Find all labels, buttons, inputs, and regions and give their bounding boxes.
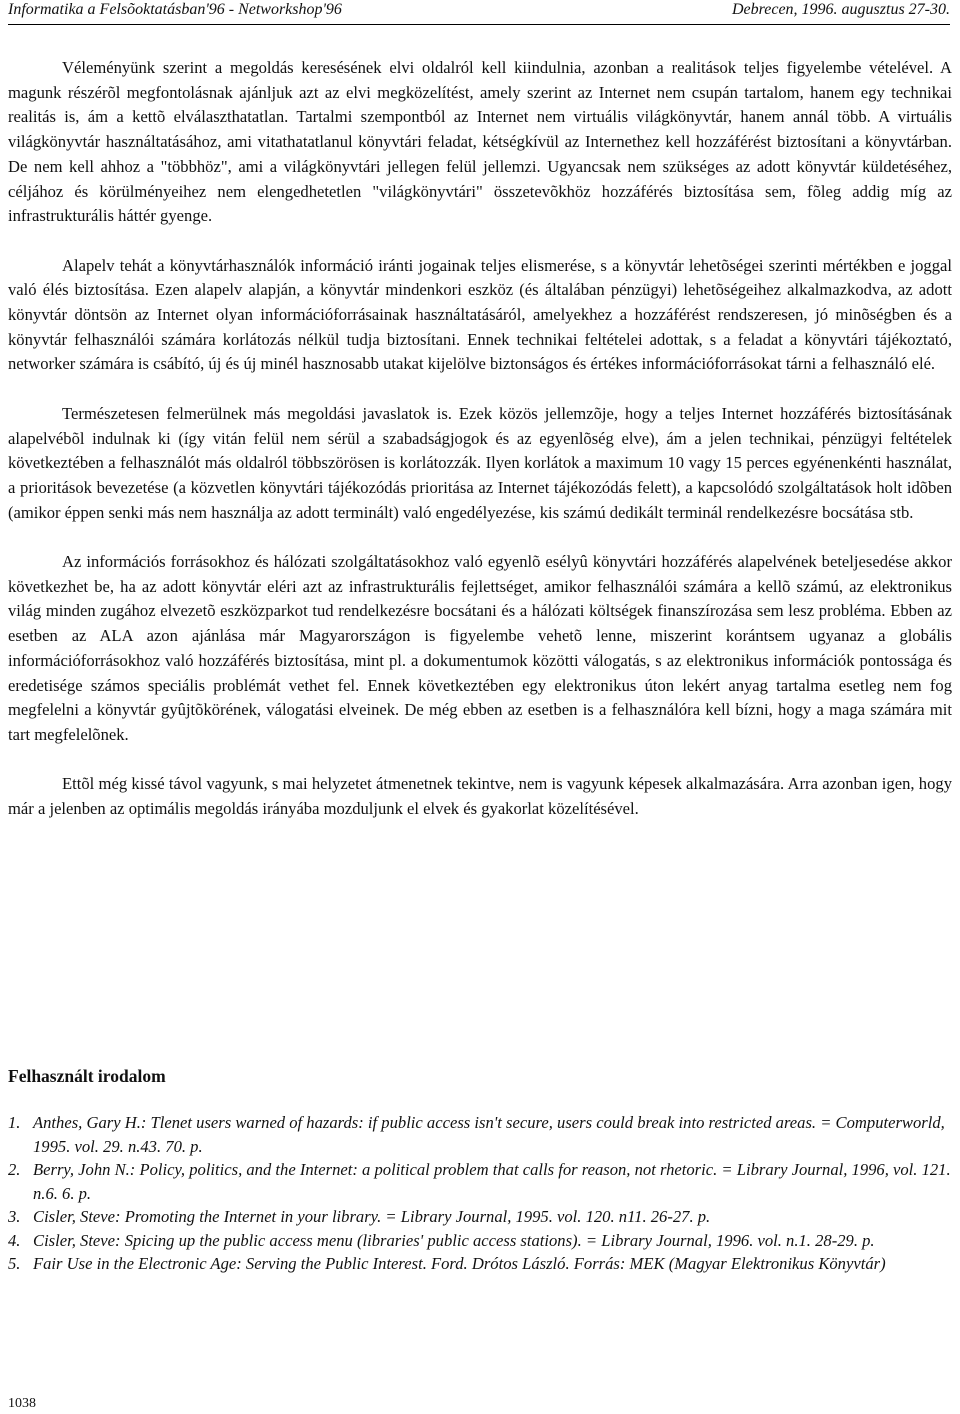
reference-item (8, 1205, 954, 1229)
paragraph: Természetesen felmerülnek más megoldási javaslatok is. Ezek közös jellemzõje, hogy a teljes Internet hozzáférés biztosításának alapelvébõl indulnak ki (így vitán felül nem sérül a szabadságjogok és az egyenlõség elve), ám a jelen technikai, pénzügyi feltételek következtében a felhasználót más oldalról többszörösen is korlátozzák. Ilyen korlátok a maximum 10 vagy 15 perces egyénenkénti használat, a prioritások bevezetése (a közvetlen könyvtári tájékozódás prioritása az Internet tájékozódás felett), a kapcsolódó szolgáltatások holt idõben (amikor éppen senki más nem használja az adott terminált) való engedélyezése, kis számú dedikált terminál rendelkezésre bocsátása stb. (8, 403, 952, 522)
header-right: Debrecen, 1996. augusztus 27-30. (731, 1, 950, 18)
reference-text: Cisler, Steve: Spicing up the public access menu (libraries' public access stations). = Library Journal, 1996. vol. n.1. 28-29. p. (33, 1230, 875, 1250)
reference-item (8, 1111, 954, 1158)
reference-number: 5. (8, 1254, 21, 1273)
reference-number: 1. (8, 1113, 21, 1132)
reference-number: 3. (8, 1207, 21, 1226)
header-left: Informatika a Felsõoktatásban'96 - Networkshop'96 (8, 1, 342, 18)
paragraph: Véleményünk szerint a megoldás keresésének elvi oldalról kell kiindulnia, azonban a realitások teljes figyelembe vételével. A magunk részérõl megfontolásnak ajánljuk azt az elvi megközelítést, amely szerint az Internet nem csupán tartalom, hanem egy technikai realitás is, ám a kettõ elválaszthatatlan. Tartalmi szempontból az Internet nem virtuális világkönyvtár, hanem annál több. A virtuális világkönyvtár használtatásához, ami vitathatatlanul könyvtári feladat, kétségkívül az Internethez kell hozzáférést biztosítani a könyvtárban. De nem kell ahhoz a "többhöz", ami a világkönyvtári jellegen felül jellemzi. Ugyancsak nem szükséges az adott könyvtár küldetéséhez, céljához és körülményeihez nem elengedhetetlen "világkönyvtári" összetevõkhöz hozzáférés biztosítása sem, fõleg addig míg az infrastrukturális háttér gyenge. (8, 58, 952, 226)
running-header (8, 0, 950, 25)
page-number: 1038 (8, 1396, 36, 1411)
body-text (8, 56, 952, 846)
reference-text: Anthes, Gary H.: Tlenet users warned of hazards: if public access isn't secure, users could break into restricted areas. = Computerworld, 1995. vol. 29. n.43. 70. p. (33, 1113, 945, 1156)
reference-text: Berry, John N.: Policy, politics, and the Internet: a political problem that calls for reason, not rhetoric. = Library Journal, 1996, vol. 121. n.6. 6. p. (33, 1160, 951, 1203)
reference-item (8, 1158, 954, 1205)
paragraph: Az információs forrásokhoz és hálózati szolgáltatásokhoz való egyenlõ esélyû könyvtári hozzáférés alapelvének beteljesedése akkor következhet be, ha az adott könyvtár eléri azt az infrastrukturális fejlettséget, amikor felhasználói számára a kellõ számú, az elektronikus világ minden zugához elvezetõ eszközparkot tud rendelkezésre bocsátani és a hálózati költségek finanszírozása sem lesz probléma. Ebben az esetben az ALA azon ajánlása már Magyarországon is figyelembe vehetõ lenne, miszerint korántsem ugyanaz a globális információforrásokhoz való hozzáférés biztosítása, mint pl. a dokumentumok közötti válogatás, s az elektronikus információk pontossága és eredetisége számos speciális problémát vethet fel. Ennek következtében egy elektronikus úton lekért anyag tartalma esetleg nem fog megfelelni a könyvtár gyûjtõkörének, válogatási elveinek. De még ebben az esetben is a felhasználóra kell bízni, hogy a maga számára mit tart megfelelõnek. (8, 552, 952, 744)
reference-number: 2. (8, 1160, 21, 1179)
paragraph: Ettõl még kissé távol vagyunk, s mai helyzetet átmenetnek tekintve, nem is vagyunk képesek alkalmazására. Arra azonban igen, hogy már a jelenben az optimális megoldás irányába mozduljunk el elvek és gyakorlat közelítésével. (8, 774, 952, 819)
paragraph: Alapelv tehát a könyvtárhasználók információ iránti jogainak teljes elismerése, s a könyvtár lehetõségei szerinti mértékben e joggal való élés biztosítása. Ezen alapelv alapján, a könyvtár mindenkori eszköz (és általában pénzügyi) lehetõségeihez alkalmazkodva, az adott könyvtár döntsön az Internet olyan információforrásainak használtatásáról, amelyekhez a hozzáférést rendszeresen, jó minõségben és a könyvtár felhasználói számára korlátozás nélkül tudja biztosítani. Ennek technikai feltételei adottak, s a feladat a könyvtári tájékoztató, networker számára is csábító, új és új minél hasznosabb utakat kijelölve biztonságos és értékes információforrásokat tárni a felhasználó elé. (8, 255, 952, 374)
reference-item (8, 1252, 954, 1276)
references-heading: Felhasznált irodalom (8, 1066, 166, 1086)
reference-item (8, 1229, 954, 1253)
reference-text: Fair Use in the Electronic Age: Serving the Public Interest. Ford. Drótos László. Forrás: MEK (Magyar Elektronikus Könyvtár) (33, 1254, 886, 1273)
reference-text: Cisler, Steve: Promoting the Internet in your library. = Library Journal, 1995. vol. 120. n11. 26-27. p. (33, 1207, 711, 1226)
references-list (8, 1111, 954, 1276)
reference-number: 4. (8, 1230, 21, 1250)
